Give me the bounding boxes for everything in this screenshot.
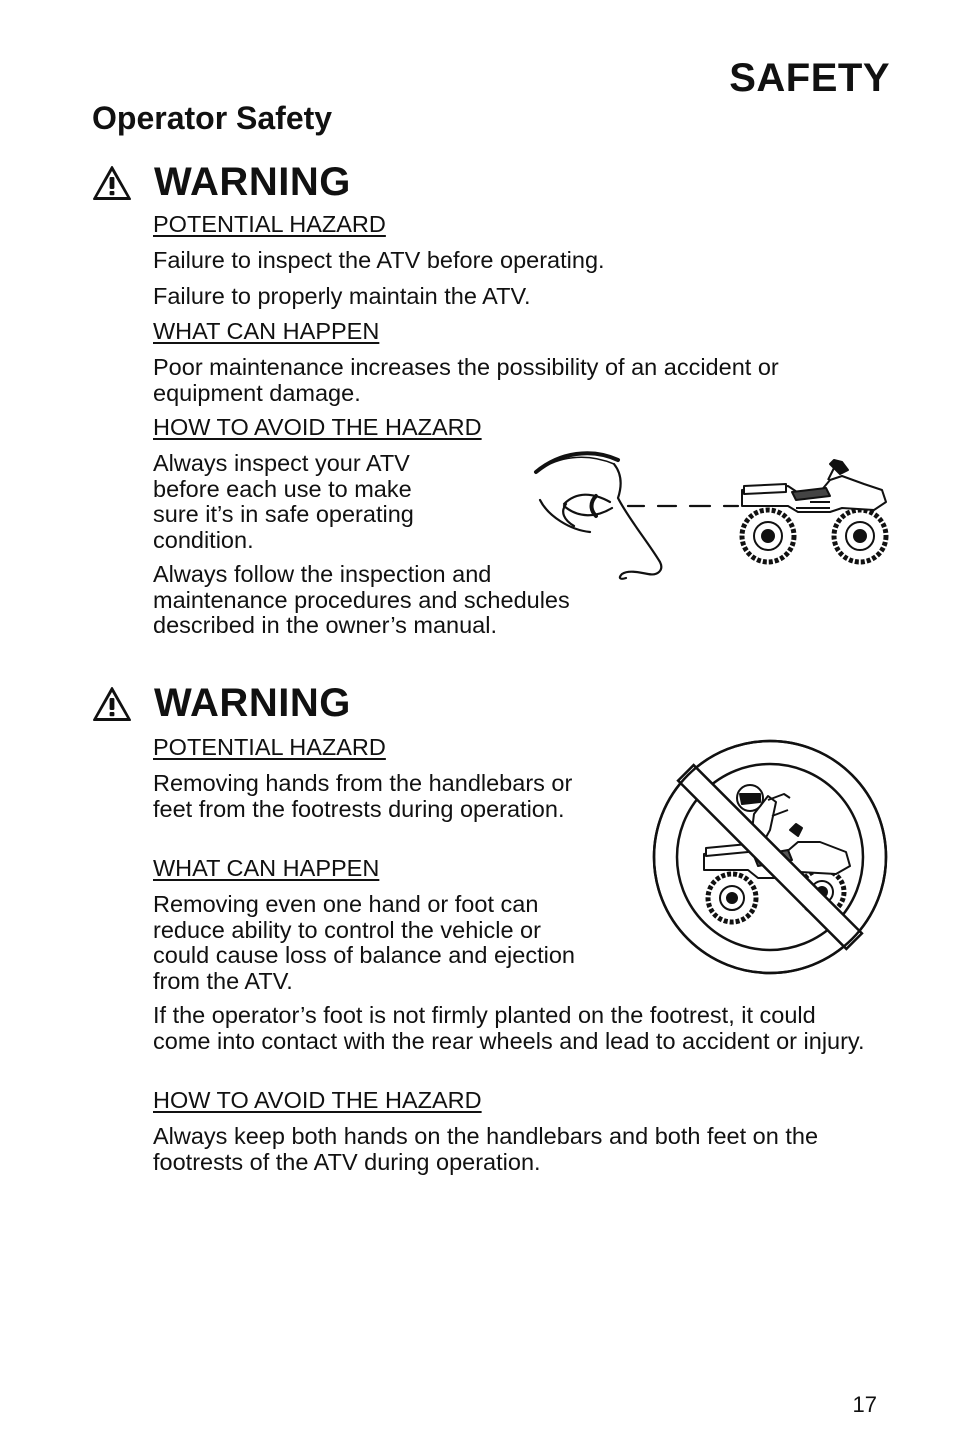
- chapter-title: SAFETY: [729, 56, 890, 100]
- warning-triangle-icon: [92, 165, 132, 201]
- section-title: Operator Safety: [92, 100, 333, 136]
- what-can-happen-heading: WHAT CAN HAPPEN: [153, 318, 380, 344]
- potential-hazard-text: Removing hands from the handlebars or feet from the footrests during operation.: [153, 770, 573, 822]
- how-to-avoid-text: Always keep both hands on the handlebars and both feet on the footrests of the ATV during operation.: [153, 1123, 819, 1175]
- warning-label: WARNING: [154, 160, 351, 204]
- prohibited-hands-off-riding-illustration: [650, 738, 890, 976]
- what-can-happen-heading: WHAT CAN HAPPEN: [153, 855, 380, 881]
- what-can-happen-text: Removing even one hand or foot can reduce ability to control the vehicle or could cause loss of balance and ejection from the ATV.: [153, 891, 575, 994]
- how-to-avoid-text: Always follow the inspection and maintenance procedures and schedules described in the owner’s manual.: [153, 561, 570, 638]
- how-to-avoid-heading: HOW TO AVOID THE HAZARD: [153, 1087, 482, 1113]
- page-number: 17: [852, 1392, 877, 1417]
- warning-heading-2: [92, 681, 351, 726]
- what-can-happen-text: If the operator’s foot is not firmly planted on the footrest, it could come into contact with the rear wheels and lead to accident or injury.: [153, 1002, 865, 1054]
- potential-hazard-heading: POTENTIAL HAZARD: [153, 734, 386, 760]
- potential-hazard-text: Failure to inspect the ATV before operating.: [153, 247, 605, 273]
- warning-triangle-icon: [92, 686, 132, 722]
- how-to-avoid-text: Always inspect your ATV before each use to make sure it’s in safe operating condition.: [153, 450, 414, 553]
- potential-hazard-heading: POTENTIAL HAZARD: [153, 211, 386, 237]
- what-can-happen-text: Poor maintenance increases the possibility of an accident or equipment damage.: [153, 354, 779, 406]
- potential-hazard-text: Failure to properly maintain the ATV.: [153, 283, 531, 309]
- warning-heading-1: [92, 160, 351, 205]
- how-to-avoid-heading: HOW TO AVOID THE HAZARD: [153, 414, 482, 440]
- warning-label: WARNING: [154, 681, 351, 725]
- eye-inspecting-atv-illustration: [530, 446, 900, 586]
